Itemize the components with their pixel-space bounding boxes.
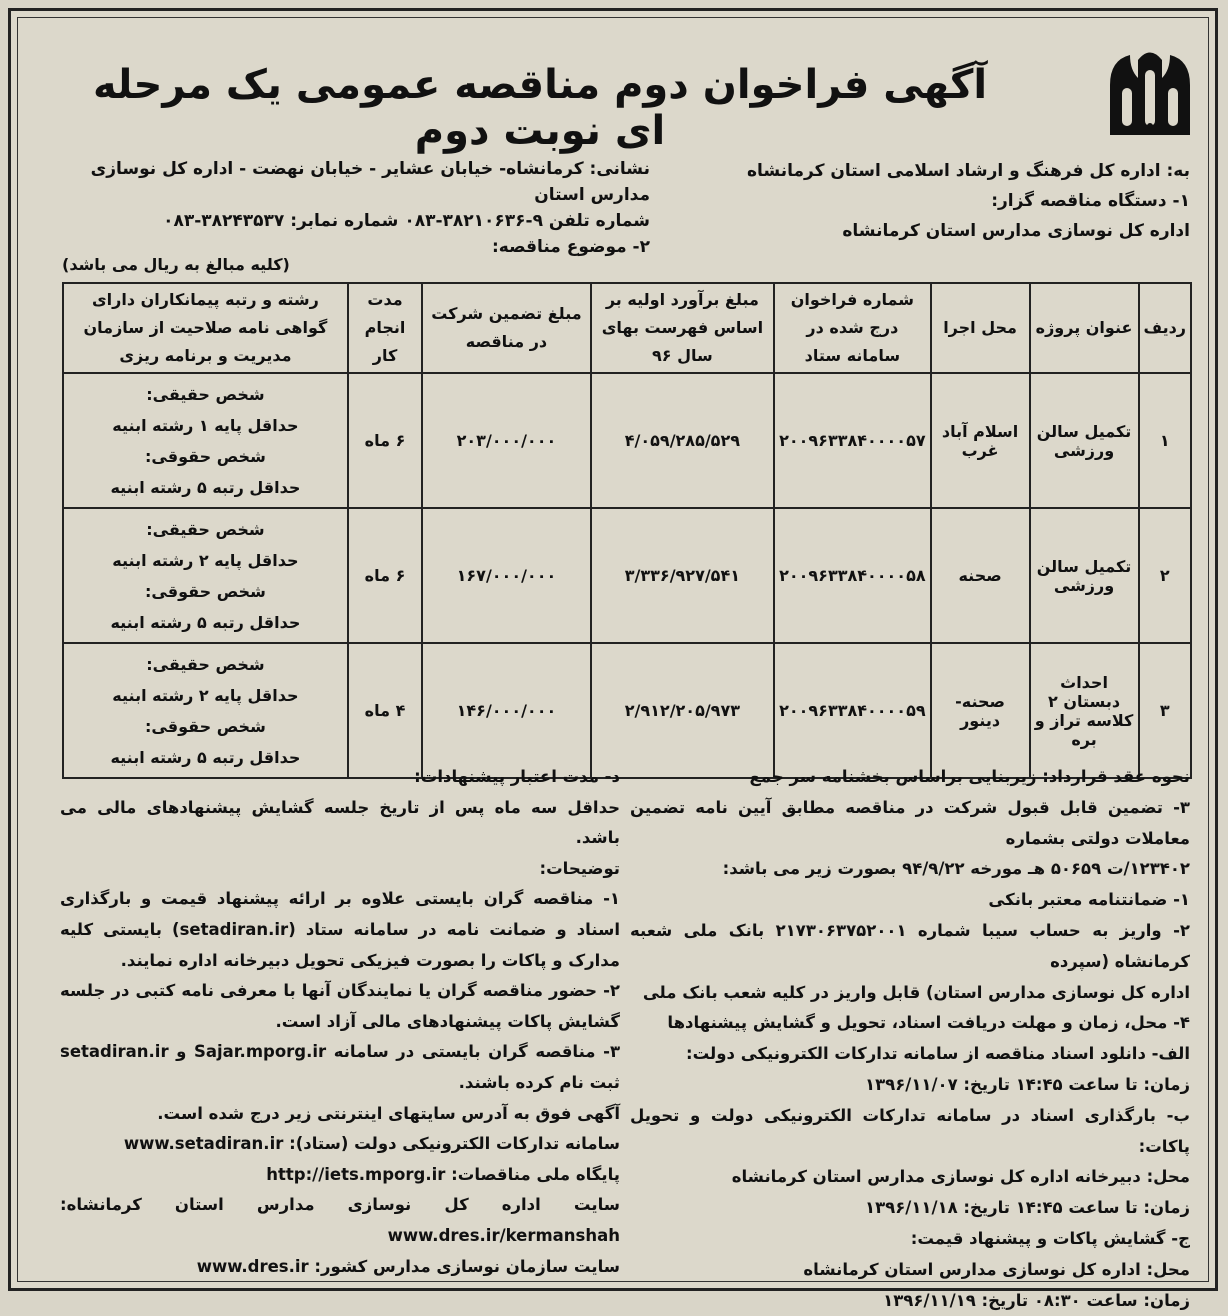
amount-note: (کلیه مبالغ به ریال می باشد)	[62, 255, 290, 274]
cell-estimate: ۳/۳۳۶/۹۲۷/۵۴۱	[591, 508, 774, 643]
header-call-no: شماره فراخوان درج شده در سامانه ستاد	[774, 283, 930, 373]
cell-grade	[63, 373, 348, 508]
cell-project: احداث دبستان ۲ کلاسه تراز و بره	[1030, 643, 1139, 778]
grade-line: شخص حقوقی:	[145, 581, 266, 601]
validity-text: حداقل سه ماه پس از تاریخ جلسه گشایش پیشنهادهای مالی می باشد.	[60, 797, 620, 848]
tender-org-name: اداره کل نوسازی مدارس استان کرمانشاه	[842, 221, 1190, 241]
condition-line: ب- بارگذاری اسناد در سامانه تدارکات الکترونیکی دولت و تحویل پاکات:	[630, 1105, 1190, 1156]
cell-duration: ۶ ماه	[348, 373, 422, 508]
table-row	[63, 508, 1191, 643]
table-header-row	[63, 283, 1191, 373]
cell-duration: ۴ ماه	[348, 643, 422, 778]
header-guarantee: مبلغ تضمین شرکت در مناقصه	[422, 283, 590, 373]
condition-line: ۲- واریز به حساب سیبا شماره ۲۱۷۳۰۶۳۷۵۲۰۰۱ بانک ملی شعبه کرمانشاه (سپرده	[630, 920, 1190, 971]
cell-guarantee: ۲۰۳/۰۰۰/۰۰۰	[422, 373, 590, 508]
validity-heading: د- مدت اعتبار پیشنهادات:	[414, 767, 620, 786]
condition-line: ج- گشایش پاکات و پیشنهاد قیمت:	[910, 1228, 1190, 1248]
cell-no: ۲	[1139, 508, 1191, 643]
cell-call-no: ۲۰۰۹۶۳۳۸۴۰۰۰۰۵۷	[774, 373, 930, 508]
condition-line: زمان: ساعت ۰۸:۳۰ تاریخ: ۱۳۹۶/۱۱/۱۹	[883, 1290, 1190, 1310]
condition-line: ۱- ضمانتنامه معتبر بانکی	[988, 890, 1190, 910]
grade-line: شخص حقیقی:	[146, 519, 265, 539]
cell-location: صحنه-دینور	[931, 643, 1030, 778]
note-item: ۳- مناقصه گران بایستی در سامانه Sajar.mporg.ir و setadiran.ir ثبت نام کرده باشند.	[60, 1042, 621, 1092]
cell-no: ۳	[1139, 643, 1191, 778]
grade-line: شخص حقوقی:	[145, 716, 266, 736]
condition-line: زمان: تا ساعت ۱۴:۴۵ تاریخ: ۱۳۹۶/۱۱/۰۷	[865, 1074, 1190, 1094]
note-item: ۱- مناقصه گران بایستی علاوه بر ارائه پیشنهاد قیمت و بارگذاری اسناد و ضمانت نامه در سامانه ستاد (setadiran.ir) بایستی کلیه مدارک و پاکات را بصورت فیزیکی تحویل دبیرخانه اداره نمایند.	[60, 889, 620, 970]
tender-org-label: ۱- دستگاه مناقصه گزار:	[991, 191, 1190, 211]
cell-call-no: ۲۰۰۹۶۳۳۸۴۰۰۰۰۵۸	[774, 508, 930, 643]
condition-line: ۱۲۳۴۰۲/ت ۵۰۶۵۹ هـ مورخه ۹۴/۹/۲۲ بصورت زیر می باشد:	[722, 859, 1190, 879]
header-estimate: مبلغ برآورد اولیه بر اساس فهرست بهای سال ۹۶	[591, 283, 774, 373]
tender-table	[62, 282, 1192, 779]
condition-line: محل: اداره کل نوسازی مدارس استان کرمانشاه	[803, 1259, 1190, 1279]
header-right-block	[630, 156, 1190, 246]
grade-line: حداقل رتبه ۵ رشته ابنیه	[110, 612, 301, 632]
condition-line: ۴- محل، زمان و مهلت دریافت اسناد، تحویل و گشایش پیشنهادها	[667, 1013, 1190, 1033]
address-line: نشانی: کرمانشاه- خیابان عشایر - خیابان نهضت - اداره کل نوسازی مدارس استان	[90, 159, 650, 205]
cell-guarantee: ۱۴۶/۰۰۰/۰۰۰	[422, 643, 590, 778]
header-left-block	[90, 156, 650, 260]
header-duration: مدت انجام کار	[348, 283, 422, 373]
header-project: عنوان پروژه	[1030, 283, 1139, 373]
condition-line: اداره کل نوسازی مدارس استان) قابل واریز در کلیه شعب بانک ملی	[642, 982, 1190, 1002]
tender-subject-label: ۲- موضوع مناقصه:	[491, 237, 650, 257]
condition-line: ۳- تضمین قابل قبول شرکت در مناقصه مطابق آیین نامه تضمین معاملات دولتی بشماره	[630, 797, 1190, 848]
grade-line: شخص حقوقی:	[145, 446, 266, 466]
cell-duration: ۶ ماه	[348, 508, 422, 643]
conditions-left-column	[60, 762, 620, 1282]
cell-call-no: ۲۰۰۹۶۳۳۸۴۰۰۰۰۵۹	[774, 643, 930, 778]
table-row	[63, 373, 1191, 508]
header-row-no: ردیف	[1139, 283, 1191, 373]
cell-project: تکمیل سالن ورزشی	[1030, 373, 1139, 508]
website-setadiran-link[interactable]: سامانه تدارکات الکترونیکی دولت (ستاد): www.setadiran.ir	[123, 1134, 620, 1154]
cell-project: تکمیل سالن ورزشی	[1030, 508, 1139, 643]
website-iets-link[interactable]: پایگاه ملی مناقصات: http://iets.mporg.ir	[266, 1164, 620, 1184]
website-dres-link[interactable]: سایت سازمان نوسازی مدارس کشور: www.dres.ir	[196, 1256, 620, 1276]
cell-grade	[63, 643, 348, 778]
grade-line: حداقل رتبه ۵ رشته ابنیه	[110, 747, 301, 767]
cell-guarantee: ۱۶۷/۰۰۰/۰۰۰	[422, 508, 590, 643]
notice-title: آگهی فراخوان دوم مناقصه عمومی یک مرحله ای نوبت دوم	[92, 62, 988, 154]
cell-no: ۱	[1139, 373, 1191, 508]
recipient-line: به: اداره کل فرهنگ و ارشاد اسلامی استان کرمانشاه	[747, 161, 1190, 181]
header-location: محل اجرا	[931, 283, 1030, 373]
cell-estimate: ۴/۰۵۹/۲۸۵/۵۲۹	[591, 373, 774, 508]
cell-grade	[63, 508, 348, 643]
grade-line: حداقل پایه ۲ رشته ابنیه	[112, 685, 299, 705]
cell-estimate: ۲/۹۱۲/۲۰۵/۹۷۳	[591, 643, 774, 778]
phone-line: شماره تلفن ۹-۳۸۲۱۰۶۳۶-۰۸۳ شماره نمابر: ۳۸۲۴۳۵۳۷-۰۸۳	[163, 211, 650, 231]
school-renovation-logo-icon	[1100, 40, 1200, 140]
cell-location: صحنه	[931, 508, 1030, 643]
cell-location: اسلام آباد غرب	[931, 373, 1030, 508]
websites-intro: آگهی فوق به آدرس سایتهای اینترنتی زیر درج شده است.	[157, 1103, 620, 1123]
condition-line: زمان: تا ساعت ۱۴:۴۵ تاریخ: ۱۳۹۶/۱۱/۱۸	[865, 1198, 1190, 1218]
grade-line: حداقل رتبه ۵ رشته ابنیه	[110, 477, 301, 497]
header-grade: رشته و رتبه پیمانکاران دارای گواهی نامه صلاحیت از سازمان مدیریت و برنامه ریزی	[63, 283, 348, 373]
grade-line: حداقل پایه ۱ رشته ابنیه	[112, 415, 299, 435]
grade-line: حداقل پایه ۲ رشته ابنیه	[112, 550, 299, 570]
table-row	[63, 643, 1191, 778]
website-dres-kermanshah-link[interactable]: سایت اداره کل نوسازی مدارس استان کرمانشاه: www.dres.ir/kermanshah	[60, 1195, 620, 1245]
grade-line: شخص حقیقی:	[146, 384, 265, 404]
grade-line: شخص حقیقی:	[146, 654, 265, 674]
note-item: ۲- حضور مناقصه گران یا نمایندگان آنها با معرفی نامه کتبی در جلسه گشایش پاکات پیشنهادهای مالی آزاد است.	[60, 981, 620, 1031]
notes-heading: توضیحات:	[539, 858, 620, 878]
condition-line: الف- دانلود اسناد مناقصه از سامانه تدارکات الکترونیکی دولت:	[685, 1044, 1190, 1064]
condition-line: نحوه عقد قرارداد: زیربنایی براساس بخشنامه سر جمع	[749, 767, 1190, 786]
condition-line: محل: دبیرخانه اداره کل نوسازی مدارس استان کرمانشاه	[731, 1167, 1190, 1187]
conditions-right-column	[630, 762, 1190, 1316]
